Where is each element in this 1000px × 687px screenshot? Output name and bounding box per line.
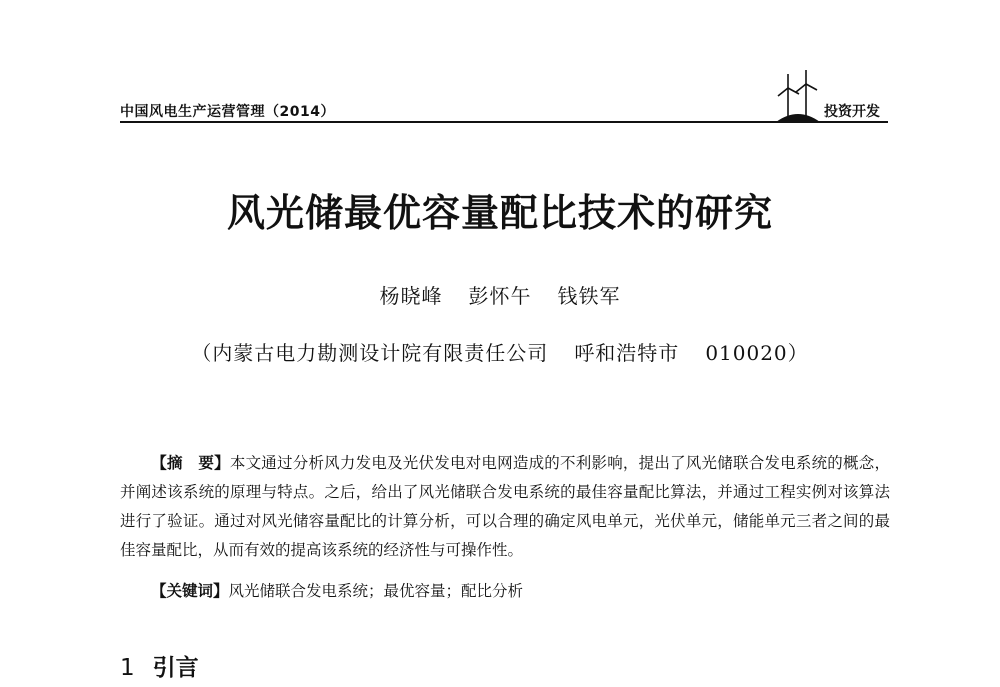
abstract-label: 【摘 要】 — [151, 454, 230, 472]
journal-header: 中国风电生产运营管理（2014） — [120, 104, 335, 120]
author-name: 杨晓峰 — [379, 284, 443, 308]
abstract — [120, 449, 890, 565]
section-tag: 投资开发 — [824, 104, 880, 120]
header-divider — [120, 121, 888, 123]
section-number: 1 — [120, 655, 135, 681]
affiliation-close-paren: ） — [787, 341, 809, 365]
affiliation-postcode: 010020 — [705, 341, 788, 365]
affiliation — [0, 337, 1000, 366]
affiliation-city: 呼和浩特市 — [574, 341, 680, 365]
section-heading — [120, 649, 199, 682]
author-name: 钱铁军 — [557, 284, 621, 308]
keywords-label: 【关键词】 — [151, 582, 229, 600]
author-list — [0, 280, 1000, 309]
affiliation-org: 内蒙古电力勘测设计院有限责任公司 — [212, 341, 549, 365]
author-name: 彭怀午 — [468, 284, 532, 308]
abstract-text: 本文通过分析风力发电及光伏发电对电网造成的不利影响，提出了风光储联合发电系统的概念，并阐述该系统的原理与特点。之后，给出了风光储联合发电系统的最佳容量配比算法，并通过工程实例对该算法进行了验证。通过对风光储容量配比的计算分析，可以合理的确定风电单元，光伏单元，储能单元三者之间的最佳容量配比，从而有效的提高该系统的经济性与可操作性。 — [120, 454, 890, 559]
affiliation-open-paren: （ — [191, 341, 213, 365]
paper-title: 风光储最优容量配比技术的研究 — [226, 191, 773, 235]
keywords-text: 风光储联合发电系统；最优容量；配比分析 — [228, 582, 524, 600]
wind-turbine-icon — [776, 68, 820, 122]
keywords — [151, 579, 523, 601]
section-title: 引言 — [152, 655, 199, 681]
